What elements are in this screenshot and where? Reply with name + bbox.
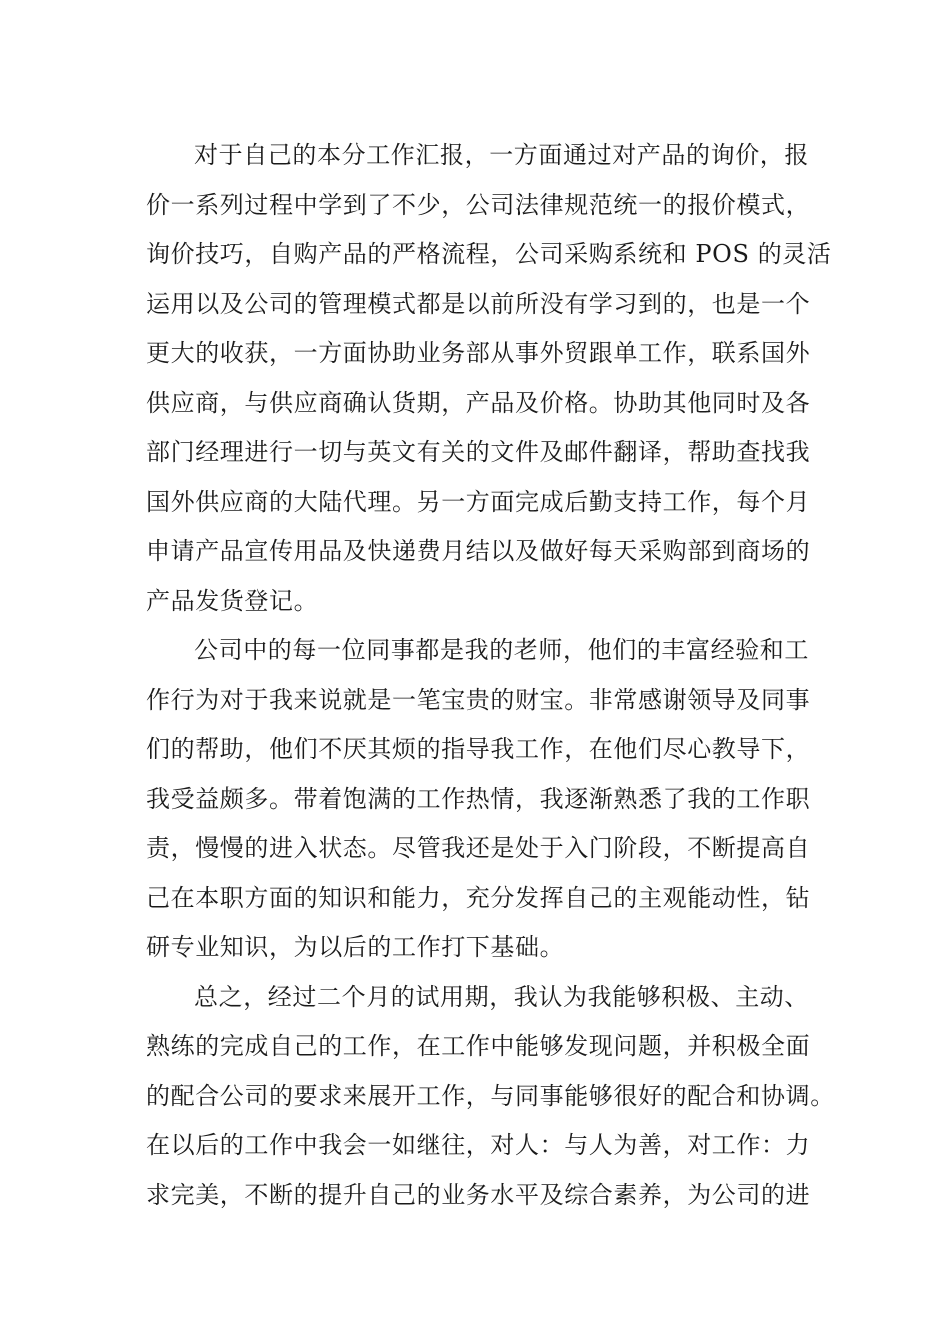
document-body [146, 131, 836, 1220]
text-line: 价一系列过程中学到了不少，公司法律规范统一的报价模式， [146, 190, 811, 219]
text-line: 在以后的工作中我会一如继往，对人：与人为善，对工作：力 [146, 1131, 811, 1159]
text-line: 申请产品宣传用品及快递费月结以及做好每天采购部到商场的 [146, 537, 811, 565]
text-line: 总之，经过二个月的试用期，我认为我能够积极、主动、 [194, 982, 809, 1011]
text-line: 供应商，与供应商确认货期，产品及价格。协助其他同时及各 [146, 388, 811, 417]
text-line: 研专业知识，为以后的工作打下基础。 [146, 933, 565, 961]
text-line: 责，慢慢的进入状态。尽管我还是处于入门阶段，不断提高自 [146, 834, 811, 862]
text-line: 己在本职方面的知识和能力，充分发挥自己的主观能动性，钻 [146, 883, 811, 912]
paragraph-3 [146, 973, 836, 1221]
text-line: 国外供应商的大陆代理。另一方面完成后勤支持工作，每个月 [146, 487, 811, 516]
text-line: 产品发货登记。 [146, 586, 319, 615]
text-line: 询价技巧，自购产品的严格流程，公司采购系统和 POS 的灵活 [146, 240, 832, 268]
text-line: 熟练的完成自己的工作，在工作中能够发现问题，并积极全面 [146, 1032, 811, 1060]
text-line: 部门经理进行一切与英文有关的文件及邮件翻译，帮助查找我 [146, 438, 811, 466]
text-line: 运用以及公司的管理模式都是以前所没有学习到的，也是一个 [146, 289, 811, 318]
text-line: 们的帮助，他们不厌其烦的指导我工作，在他们尽心教导下， [146, 735, 811, 763]
text-line: 我受益颇多。带着饱满的工作热情，我逐渐熟悉了我的工作职 [146, 784, 811, 813]
paragraph-2 [146, 626, 836, 973]
text-line: 公司中的每一位同事都是我的老师，他们的丰富经验和工 [194, 636, 809, 664]
text-line: 更大的收获，一方面协助业务部从事外贸跟单工作，联系国外 [146, 339, 811, 367]
text-line: 作行为对于我来说就是一笔宝贵的财宝。非常感谢领导及同事 [146, 685, 811, 714]
text-line: 求完美，不断的提升自己的业务水平及综合素养，为公司的进 [146, 1180, 811, 1209]
text-line: 的配合公司的要求来展开工作，与同事能够很好的配合和协调。 [146, 1081, 835, 1110]
text-line: 对于自己的本分工作汇报，一方面通过对产品的询价，报 [194, 141, 809, 169]
paragraph-1 [146, 131, 836, 626]
